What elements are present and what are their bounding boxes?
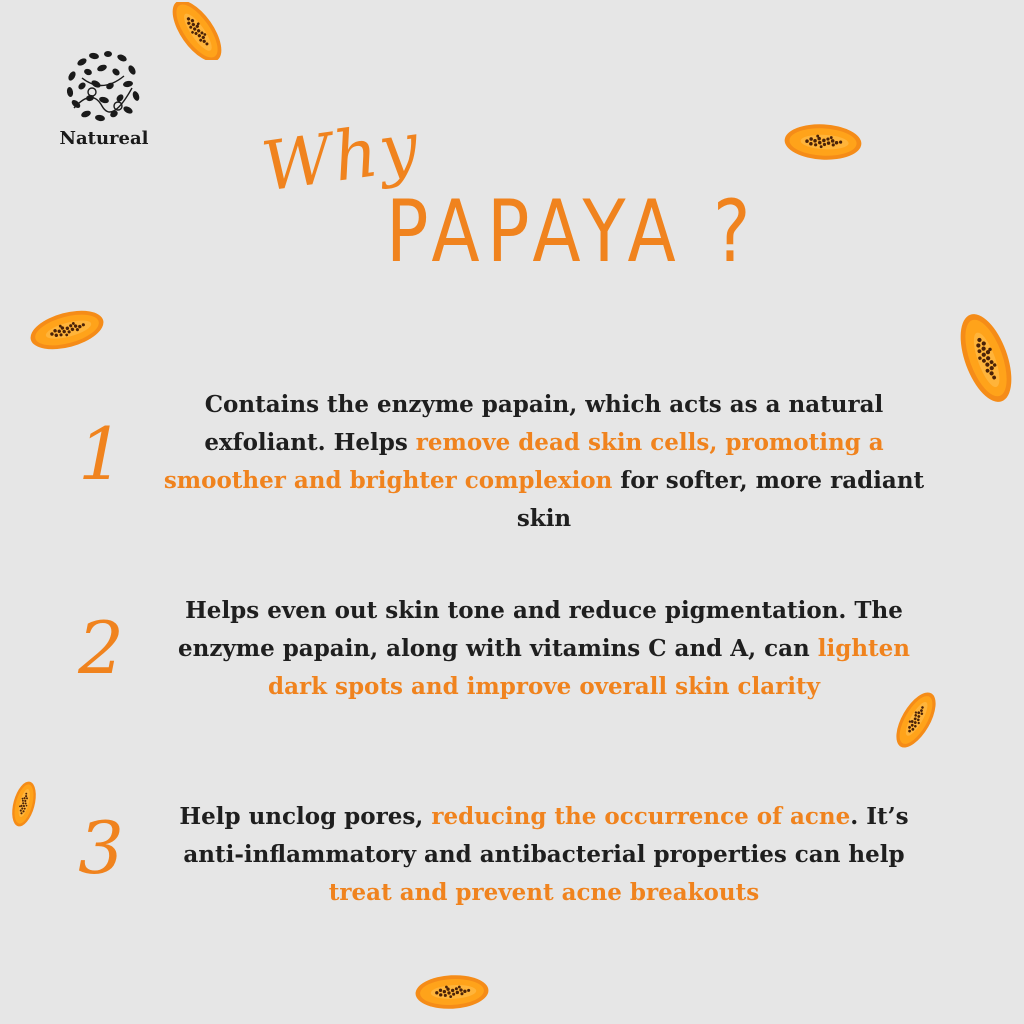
- papaya-slice-icon: [783, 118, 863, 166]
- papaya-slice-icon: [160, 2, 234, 60]
- benefit-text-part: Helps even out skin tone and reduce pigmentation. The enzyme papain, along with vitamins C and A, can: [177, 597, 903, 662]
- papaya-slice-icon: [0, 768, 48, 840]
- benefit-text-part: for softer, more radiant skin: [516, 467, 925, 532]
- benefit-highlight: lighten dark spots and improve overall skin clarity: [267, 635, 911, 700]
- benefit-text-part: . It’s anti-inflammatory and antibacterial properties can help: [183, 803, 909, 868]
- papaya-slice-icon: [28, 302, 106, 358]
- brand-name: Natureal: [59, 128, 149, 149]
- benefit-highlight: remove dead skin cells, promoting a smoother and brighter complexion: [163, 429, 884, 494]
- page-title: PAPAYA ?: [386, 182, 758, 282]
- benefit-highlight: treat and prevent acne breakouts: [328, 879, 760, 906]
- benefit-text: [160, 386, 928, 538]
- benefit-text-part: Help unclog pores,: [179, 803, 432, 830]
- benefit-text: [160, 798, 928, 912]
- benefit-number: 3: [78, 806, 124, 890]
- benefit-number: 2: [78, 606, 124, 690]
- heading-script-text: Why: [257, 107, 425, 208]
- benefit-highlight: reducing the occurrence of acne: [431, 803, 851, 830]
- benefit-text: [160, 592, 928, 706]
- benefit-number: 1: [78, 412, 124, 496]
- brand-logo: [52, 48, 156, 158]
- papaya-slice-icon: [414, 966, 490, 1018]
- benefit-text-part: Contains the enzyme papain, which acts as a natural exfoliant. Helps: [204, 391, 884, 456]
- papaya-slice-icon: [938, 300, 1024, 416]
- leaf-circle-icon: [62, 48, 144, 126]
